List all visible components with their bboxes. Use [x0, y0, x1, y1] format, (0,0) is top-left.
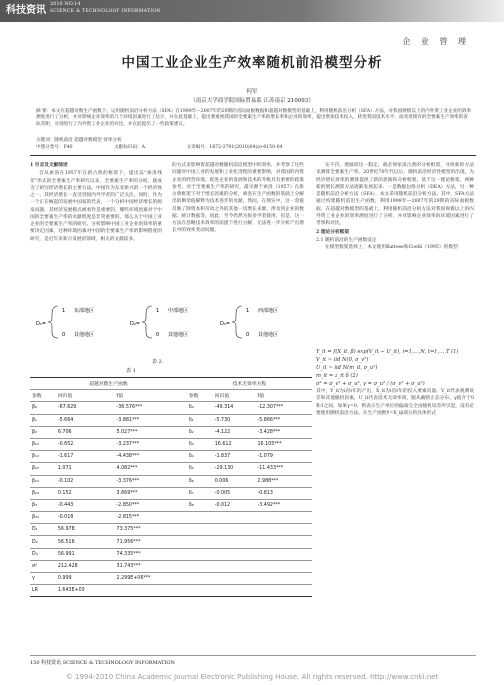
table-cell [255, 573, 312, 585]
d2-value-0: 0 [156, 332, 160, 338]
journal-brand: 科技资讯 [6, 5, 46, 16]
equation-2: m_it = z_it δ (2) [316, 373, 358, 379]
table-cell: 212.428 [56, 560, 115, 572]
paper-author: 何军 [246, 89, 258, 95]
table-cell: δ₆ [187, 475, 213, 487]
column-header: 回归值 [56, 390, 115, 402]
keywords: 关键词：随机前沿 超越对数模型 效率分析 [36, 138, 122, 143]
table-cell: -67.629 [56, 402, 115, 414]
table-caption: 表 1 [126, 368, 136, 374]
paper-title: 中国工业企业生产效率随机前沿模型分析 [121, 55, 383, 71]
column-2 [172, 162, 304, 286]
journal-brand-english: SCIENCE & TECHNOLOGY INFORMATION [50, 9, 161, 14]
table-cell: -0.005 [213, 487, 256, 499]
table-cell: 2.299E+06*** [115, 573, 187, 585]
equation-1: Y_it = f(X_it, β) exp(V_it − U_it), i=1,…,N, t=1,…,T (1) [316, 349, 459, 355]
equation-v: V_it ~ iid N(0, σ_v²) [316, 357, 369, 363]
table-cell: -5.730 [213, 414, 256, 426]
table-cell [255, 560, 312, 572]
column-header: 参数 [187, 390, 213, 402]
d1-value-0: 0 [62, 332, 66, 338]
table-cell: 1.643E+03 [56, 585, 115, 597]
table-cell [187, 548, 213, 560]
classification-ids [36, 145, 472, 151]
table-cell: 1.071 [56, 463, 115, 475]
table-subheader [30, 390, 312, 402]
table-cell: -3.428*** [255, 426, 312, 438]
table-cell: -0.813 [255, 487, 312, 499]
table-row [30, 585, 312, 597]
table-cell [213, 548, 256, 560]
table-cell: β₁ [30, 414, 56, 426]
table-cell [255, 536, 312, 548]
table-cell: β₀ [30, 402, 56, 414]
table-cell [187, 573, 213, 585]
table-row [30, 426, 312, 438]
figure-caption: 表 2 [152, 359, 162, 365]
table-cell: γ [30, 573, 56, 585]
table-cell [187, 524, 213, 536]
table-cell: LR [30, 585, 56, 597]
table-cell: -12.307*** [255, 402, 312, 414]
table-cell: -3.492*** [255, 499, 312, 511]
group-header-production: 超越对数生产函数 [30, 378, 187, 390]
column-header: 回归值 [213, 390, 256, 402]
d1-brace [48, 306, 58, 338]
table-cell: δ₇ [187, 487, 213, 499]
table-cell: 0.999 [56, 573, 115, 585]
table-cell: -0.652 [56, 438, 115, 450]
group-header-inefficiency: 技术无效率方程 [187, 378, 312, 390]
table-cell: 16.105*** [255, 438, 312, 450]
equation-gamma: σ² = σ_v² + σ_u², γ = σ_u² / (σ_v² + σ_u²) [316, 381, 425, 387]
table-cell: β₂₂ [30, 463, 56, 475]
table-cell: 3.669*** [115, 487, 187, 499]
page-footer: 150 科技资讯 SCIENCE & TECHNOLOGY INFORMATION [30, 660, 175, 666]
document-code: 文献标识码：A [114, 145, 145, 150]
column-header: 参数 [30, 390, 56, 402]
column-header: t值 [115, 390, 187, 402]
table-row [30, 487, 312, 499]
table-cell: 5.027*** [115, 426, 187, 438]
column-3 [316, 162, 474, 347]
table-cell: 0.006 [213, 475, 256, 487]
table-cell: β₁₃ [30, 475, 56, 487]
table-cell: δ₂ [187, 426, 213, 438]
d2-brace [142, 306, 152, 338]
table-cell: -5.866*** [255, 414, 312, 426]
table-cell: -0.443 [56, 499, 115, 511]
table-cell: β₃ [30, 499, 56, 511]
table-cell: δ₁ [187, 414, 213, 426]
table-cell: -1.617 [56, 451, 115, 463]
table-cell: -49.314 [213, 402, 256, 414]
table-cell [187, 585, 213, 597]
column-1 [30, 162, 162, 243]
table-cell: δ₀ [187, 402, 213, 414]
table-cell: -4.438*** [115, 451, 187, 463]
section-label: 企 业 管 理 [402, 37, 470, 46]
table-body [30, 402, 312, 597]
table-group-header [30, 378, 312, 390]
table-cell: 31.743*** [115, 560, 187, 572]
d3-value-1: 1 [246, 308, 250, 314]
table-cell: δ₃ [187, 438, 213, 450]
table-row [30, 560, 312, 572]
table-cell: 0.152 [56, 487, 115, 499]
table-row [30, 463, 312, 475]
table-cell [187, 560, 213, 572]
method-text: 在模型框架选择上，本文使用Battese和Coelli（1995）的模型： [325, 244, 463, 250]
table-row [30, 438, 312, 450]
table-cell: D₂ [30, 536, 56, 548]
table-cell: 56.978 [56, 524, 115, 536]
d1-label: D₁= [36, 321, 47, 327]
table-cell: 56.991 [56, 548, 115, 560]
table-row [30, 451, 312, 463]
table-cell: -11.433*** [255, 463, 312, 475]
table-cell [213, 524, 256, 536]
d3-value-0: 0 [246, 332, 250, 338]
table-cell [255, 585, 312, 597]
d1-label-1: 东部地区 [74, 308, 95, 314]
table-cell: σ² [30, 560, 56, 572]
journal-issue: 2010 NO.14 [50, 1, 81, 7]
table-cell [213, 585, 256, 597]
table-cell: D₃ [30, 548, 56, 560]
table-row [30, 414, 312, 426]
table-row [30, 548, 312, 560]
table-cell: δ₅ [187, 463, 213, 475]
author-affiliation: （南京大学商学院国际贸易系 江苏南京 210093） [190, 98, 314, 104]
header-rule [30, 155, 476, 156]
column-3-text: 实不符，要做较这一假定，就必须家谈古典的分析框架，寻找新的方法来测算全要素生产率。20世纪70年代以后，随机前沿经济性模型的出现，为经济增长效率的测算提供了新的思路和分析框架。基于这一理论框架，两种新的增长测算方法逐渐发展起来：一是数据包络分析（DEA）方法，另一种是随机前沿分析方法（SFA）。本文采用随机前沿分析方法。其中，SFA方法通过构建随机前沿生产函数，利用1999年—2007年的29期的省际面板数据，在超越对数模型的基础上，利用随机前沿分析方法对我国规模以上的内外资工业企业的效率测度进行了分析，并对影响企业效率的环境因素进行了考察和对比。 [316, 163, 474, 226]
table-cell: -3.237*** [115, 438, 187, 450]
table-cell [255, 548, 312, 560]
table-cell: 6.706 [56, 426, 115, 438]
table-row [30, 536, 312, 548]
table-cell: β₂ [30, 426, 56, 438]
d3-label-1: 西部地区 [258, 308, 279, 314]
table-cell [187, 536, 213, 548]
table-cell: 56.516 [56, 536, 115, 548]
d3-brace [232, 306, 242, 338]
table-cell: -0.102 [56, 475, 115, 487]
table-cell: -0.012 [213, 499, 256, 511]
table-cell: -1.837 [213, 451, 256, 463]
table-row [30, 499, 312, 511]
section-heading-1: 1 引言及文献综述 [30, 163, 68, 168]
table-cell: 71.956*** [115, 536, 187, 548]
table-cell: -36.576*** [115, 402, 187, 414]
table-cell: -2.850*** [115, 499, 187, 511]
column-3-tail: 其中，Y_it为i省t年的产出，X_it为i省t年的投入要素向量。V_it代表观测误差和其他随机因素，U_it代表技术无效率项，服从截断正态分布。γ值介于0和1之间，如果γ=0，则表示生产单位的偏离完全由随机误差所引起，没有必要使用随机前沿方法。在生产函数Y=X_iβ部分的具体形式 [316, 389, 474, 416]
table-cell [115, 585, 187, 597]
column-1-text: 自从索洛在1957年在新古典的框架下，提出以"索洛残差"形式的全要素生产率研究以来，全要素生产率的分析，就成为了研究经济增长的主要方法。中国作为东亚新兴的一个经济体之一，其经济增长一直受到国内外学者的广泛关注。同时，作为一个正在崛起的发展中国家的代表，一个分析中国经济增长的源泉问题，其经济发展模式被看作是重要的，哪些环境因素对于中国的全要素生产率的贡献程度是非常重要的。那么关于中国工业企业的全要素生产率的研究，分析影响中国工业企业的效率的重要决定因素，这种环境因素对中国的全要素生产率的影响程度的研究，是近年来新兴发展的领域，相关的文献较多。 [30, 171, 162, 242]
regression-table [30, 377, 312, 597]
equation-u: U_it ~ iid N(m_it, σ_u²) [316, 365, 378, 371]
table-cell: β₁₂ [30, 451, 56, 463]
table-cell: δ₈ [187, 499, 213, 511]
section-heading-2: 2 理论分析框架 [316, 230, 350, 236]
table-cell [255, 512, 312, 524]
table-row [30, 475, 312, 487]
table-cell: -2.815*** [115, 512, 187, 524]
table-cell [213, 560, 256, 572]
d2-label-0: 其他地区 [168, 332, 189, 338]
table-cell: -29.130 [213, 463, 256, 475]
table-cell: 16.612 [213, 438, 256, 450]
column-2-text: 的方式来影响着超越对数随机前沿模型中的效率，并考察了这些问题对中国工业的发展和工业化进程的重要影响，对我国的内资企业的经营环境，促进企业的发展和技术的升级具有重要的政策参考。对于全要素生产率的研究，最早源于索洛（1957）在新古典框架下对于增长因素的分析，索洛在生产函数的基础上分解出的剩余值解释为技术进步的贡献，然而，在现实中，这一余值反映了除资本和劳动之外的其他一切增长来源，涉及到企业的数据、统计数据等，因此，至今仍然为很多学者使用，但是，这一方法在忽略技术效率的前提下进行分解，无法进一步分析产出增长中的效率变动问题。 [172, 163, 304, 234]
column-header: t值 [255, 390, 312, 402]
table-cell: -1.079 [255, 451, 312, 463]
table-row [30, 524, 312, 536]
d3-label: D₃= [220, 321, 231, 327]
table-cell: β₃₃ [30, 512, 56, 524]
table-cell [213, 573, 256, 585]
d3-label-0: 其他地区 [258, 332, 279, 338]
d2-label-1: 中部地区 [168, 308, 189, 314]
subsection-heading: 2.1 随机前沿的生产函数设定 [316, 237, 377, 243]
table-cell [187, 512, 213, 524]
table-row [30, 512, 312, 524]
abstract: 摘 要：本文在超越对数生产函数下，运用随机前沿分析方法（SFA）在1999年—2007年的29期的省际面板数据和超越对数模型的基础上，利用随机前沿分析（SFA）方法，对我国规模以上的内外资工业企业的效率测度进行了分析，并对影响企业效率的几个环境因素进行了估计，并在此基础上，提出要重视我国的全要素生产率的增长率和企业的效率，提出增加技术投入，转变我国技术水平，而改进现有的全要素生产效率的省际差距，分别进行了内外资工业企业的对比，并在此提出了一些政策建议。 [36, 109, 472, 127]
table-cell: -4.122 [213, 426, 256, 438]
table-cell: β₁₁ [30, 438, 56, 450]
table-cell: -0.018 [56, 512, 115, 524]
d2-label: D₂= [130, 321, 141, 327]
footer-rule [30, 655, 476, 656]
d2-value-1: 1 [156, 308, 160, 314]
table-row [30, 573, 312, 585]
table-cell: 2.988*** [255, 475, 312, 487]
table-cell: -3.881*** [115, 414, 187, 426]
table-cell: 4.082*** [115, 463, 187, 475]
d1-label-0: 其他地区 [74, 332, 95, 338]
table-cell: 74.335*** [115, 548, 187, 560]
equation-block [316, 348, 474, 636]
table-cell [213, 512, 256, 524]
table-row [30, 402, 312, 414]
table-cell: -5.664 [56, 414, 115, 426]
d1-value-1: 1 [62, 308, 66, 314]
clc-number: 中图分类号：F40 [36, 145, 73, 150]
table-cell [213, 536, 256, 548]
table-cell: δ₄ [187, 451, 213, 463]
table-cell: -3.376*** [115, 475, 187, 487]
dummy-variable-diagram [30, 292, 313, 352]
table-cell [255, 524, 312, 536]
article-number: 文章编号：1672-3791(2010)04(a)-0150-04 [186, 145, 283, 150]
table-cell: D₁ [30, 524, 56, 536]
table-cell: β₂₃ [30, 487, 56, 499]
table-cell: 73.375*** [115, 524, 187, 536]
copyright-watermark: © 1994-2010 China Academic Journal Electronic Publishing House. All rights reserved. http://www.cnki.net [65, 673, 439, 681]
